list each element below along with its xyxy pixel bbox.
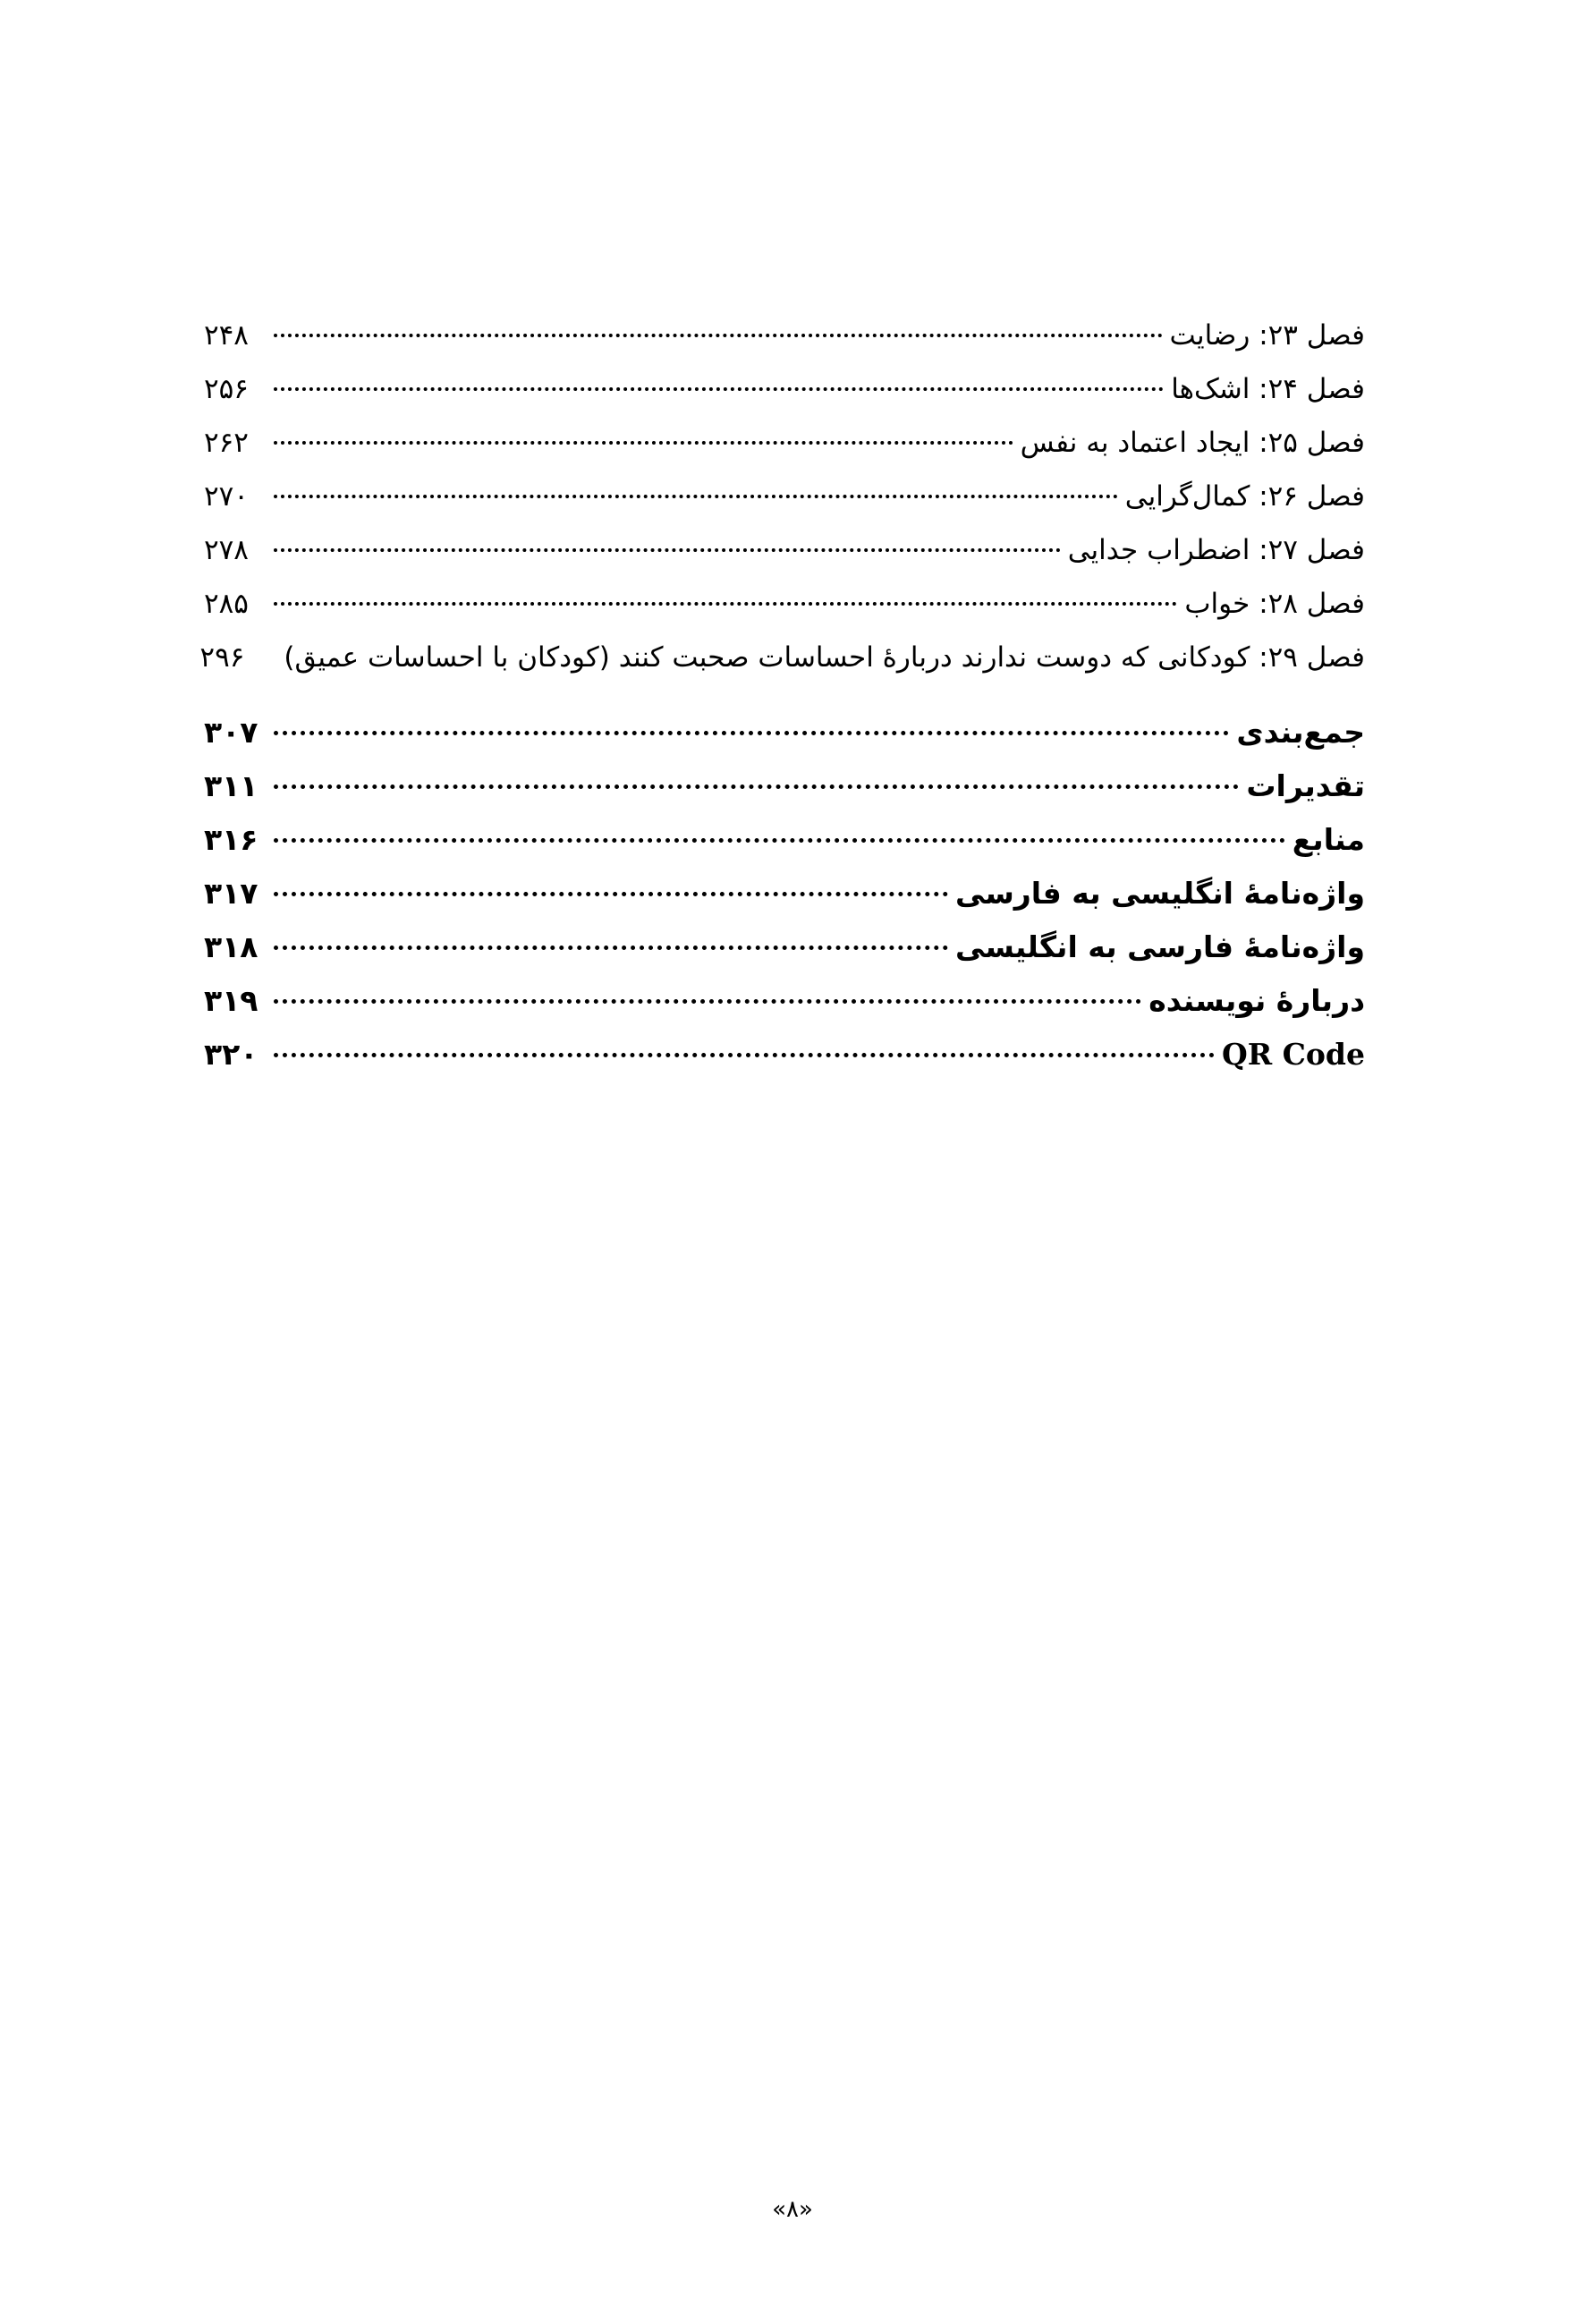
toc-entry-title: منابع [1292, 822, 1365, 857]
dot-leader [274, 946, 948, 950]
toc-section-conclusion[interactable] [204, 706, 1365, 759]
toc-section-glossary-en-fa[interactable] [204, 867, 1365, 920]
page-number: «۸» [772, 2196, 813, 2223]
dot-leader [274, 1053, 1215, 1057]
toc-section-about-author[interactable] [204, 974, 1365, 1028]
toc-entry-title: QR Code [1221, 1037, 1365, 1072]
toc-entry-page: ۳۱۶ [204, 822, 259, 857]
toc-entry-title: دربارۀ نویسنده [1148, 983, 1365, 1018]
toc-entry-title: فصل ۲۵: ایجاد اعتماد به نفس [1020, 427, 1365, 459]
toc-chapter-26[interactable] [204, 470, 1365, 523]
toc-entry-page: ۳۱۹ [204, 983, 259, 1018]
dot-leader [274, 838, 1285, 843]
toc-chapter-25[interactable] [204, 416, 1365, 470]
dot-leader [269, 656, 276, 659]
toc-entry-title: فصل ۲۹: کودکانی که دوست ندارند دربارۀ احساسات صحبت کنند (کودکان با احساسات عمیق) [284, 641, 1365, 674]
toc-entry-page: ۲۹۶ [199, 641, 245, 674]
toc-entry-page: ۳۱۷ [204, 876, 259, 911]
dot-leader [274, 602, 1177, 606]
toc-entry-page: ۲۸۵ [204, 588, 249, 620]
toc-entry-title: فصل ۲۸: خواب [1184, 588, 1365, 620]
toc-entry-title: واژه‌نامۀ انگلیسی به فارسی [954, 876, 1365, 911]
table-of-contents [199, 309, 1365, 1081]
dot-leader [274, 892, 948, 896]
dot-leader [274, 731, 1229, 735]
toc-chapter-29[interactable] [199, 631, 1365, 684]
toc-chapter-24[interactable] [204, 362, 1365, 416]
toc-section-references[interactable] [204, 813, 1365, 867]
dot-leader [274, 495, 1118, 498]
dot-leader [274, 548, 1061, 552]
toc-section-qr-code[interactable] [204, 1028, 1365, 1081]
dot-leader [274, 785, 1239, 789]
dot-leader [274, 441, 1013, 445]
dot-leader [274, 387, 1164, 391]
toc-entry-title: تقدیرات [1246, 768, 1365, 803]
toc-entry-page: ۲۷۰ [204, 480, 249, 513]
toc-entry-title: فصل ۲۴: اشک‌ها [1171, 373, 1365, 405]
toc-entry-page: ۳۰۷ [204, 715, 259, 750]
dot-leader [274, 334, 1163, 337]
dot-leader [274, 999, 1141, 1004]
toc-chapter-28[interactable] [204, 577, 1365, 631]
toc-section-acknowledgements[interactable] [204, 759, 1365, 813]
toc-entry-title: واژه‌نامۀ فارسی به انگلیسی [954, 929, 1365, 964]
toc-entry-page: ۲۴۸ [204, 319, 249, 352]
toc-entry-page: ۳۱۱ [204, 768, 259, 803]
toc-entry-page: ۲۶۲ [204, 427, 249, 459]
toc-entry-title: جمع‌بندی [1236, 715, 1365, 750]
toc-entry-page: ۳۱۸ [204, 929, 259, 964]
toc-entry-page: ۳۲۰ [204, 1037, 259, 1072]
toc-entry-title: فصل ۲۳: رضایت [1169, 319, 1365, 352]
toc-entry-page: ۲۷۸ [204, 534, 249, 566]
toc-chapter-23[interactable] [204, 309, 1365, 362]
toc-section-glossary-fa-en[interactable] [204, 920, 1365, 974]
toc-entry-title: فصل ۲۶: کمال‌گرایی [1124, 480, 1365, 513]
toc-entry-page: ۲۵۶ [204, 373, 249, 405]
toc-chapter-27[interactable] [204, 523, 1365, 577]
toc-entry-title: فصل ۲۷: اضطراب جدایی [1067, 534, 1365, 566]
